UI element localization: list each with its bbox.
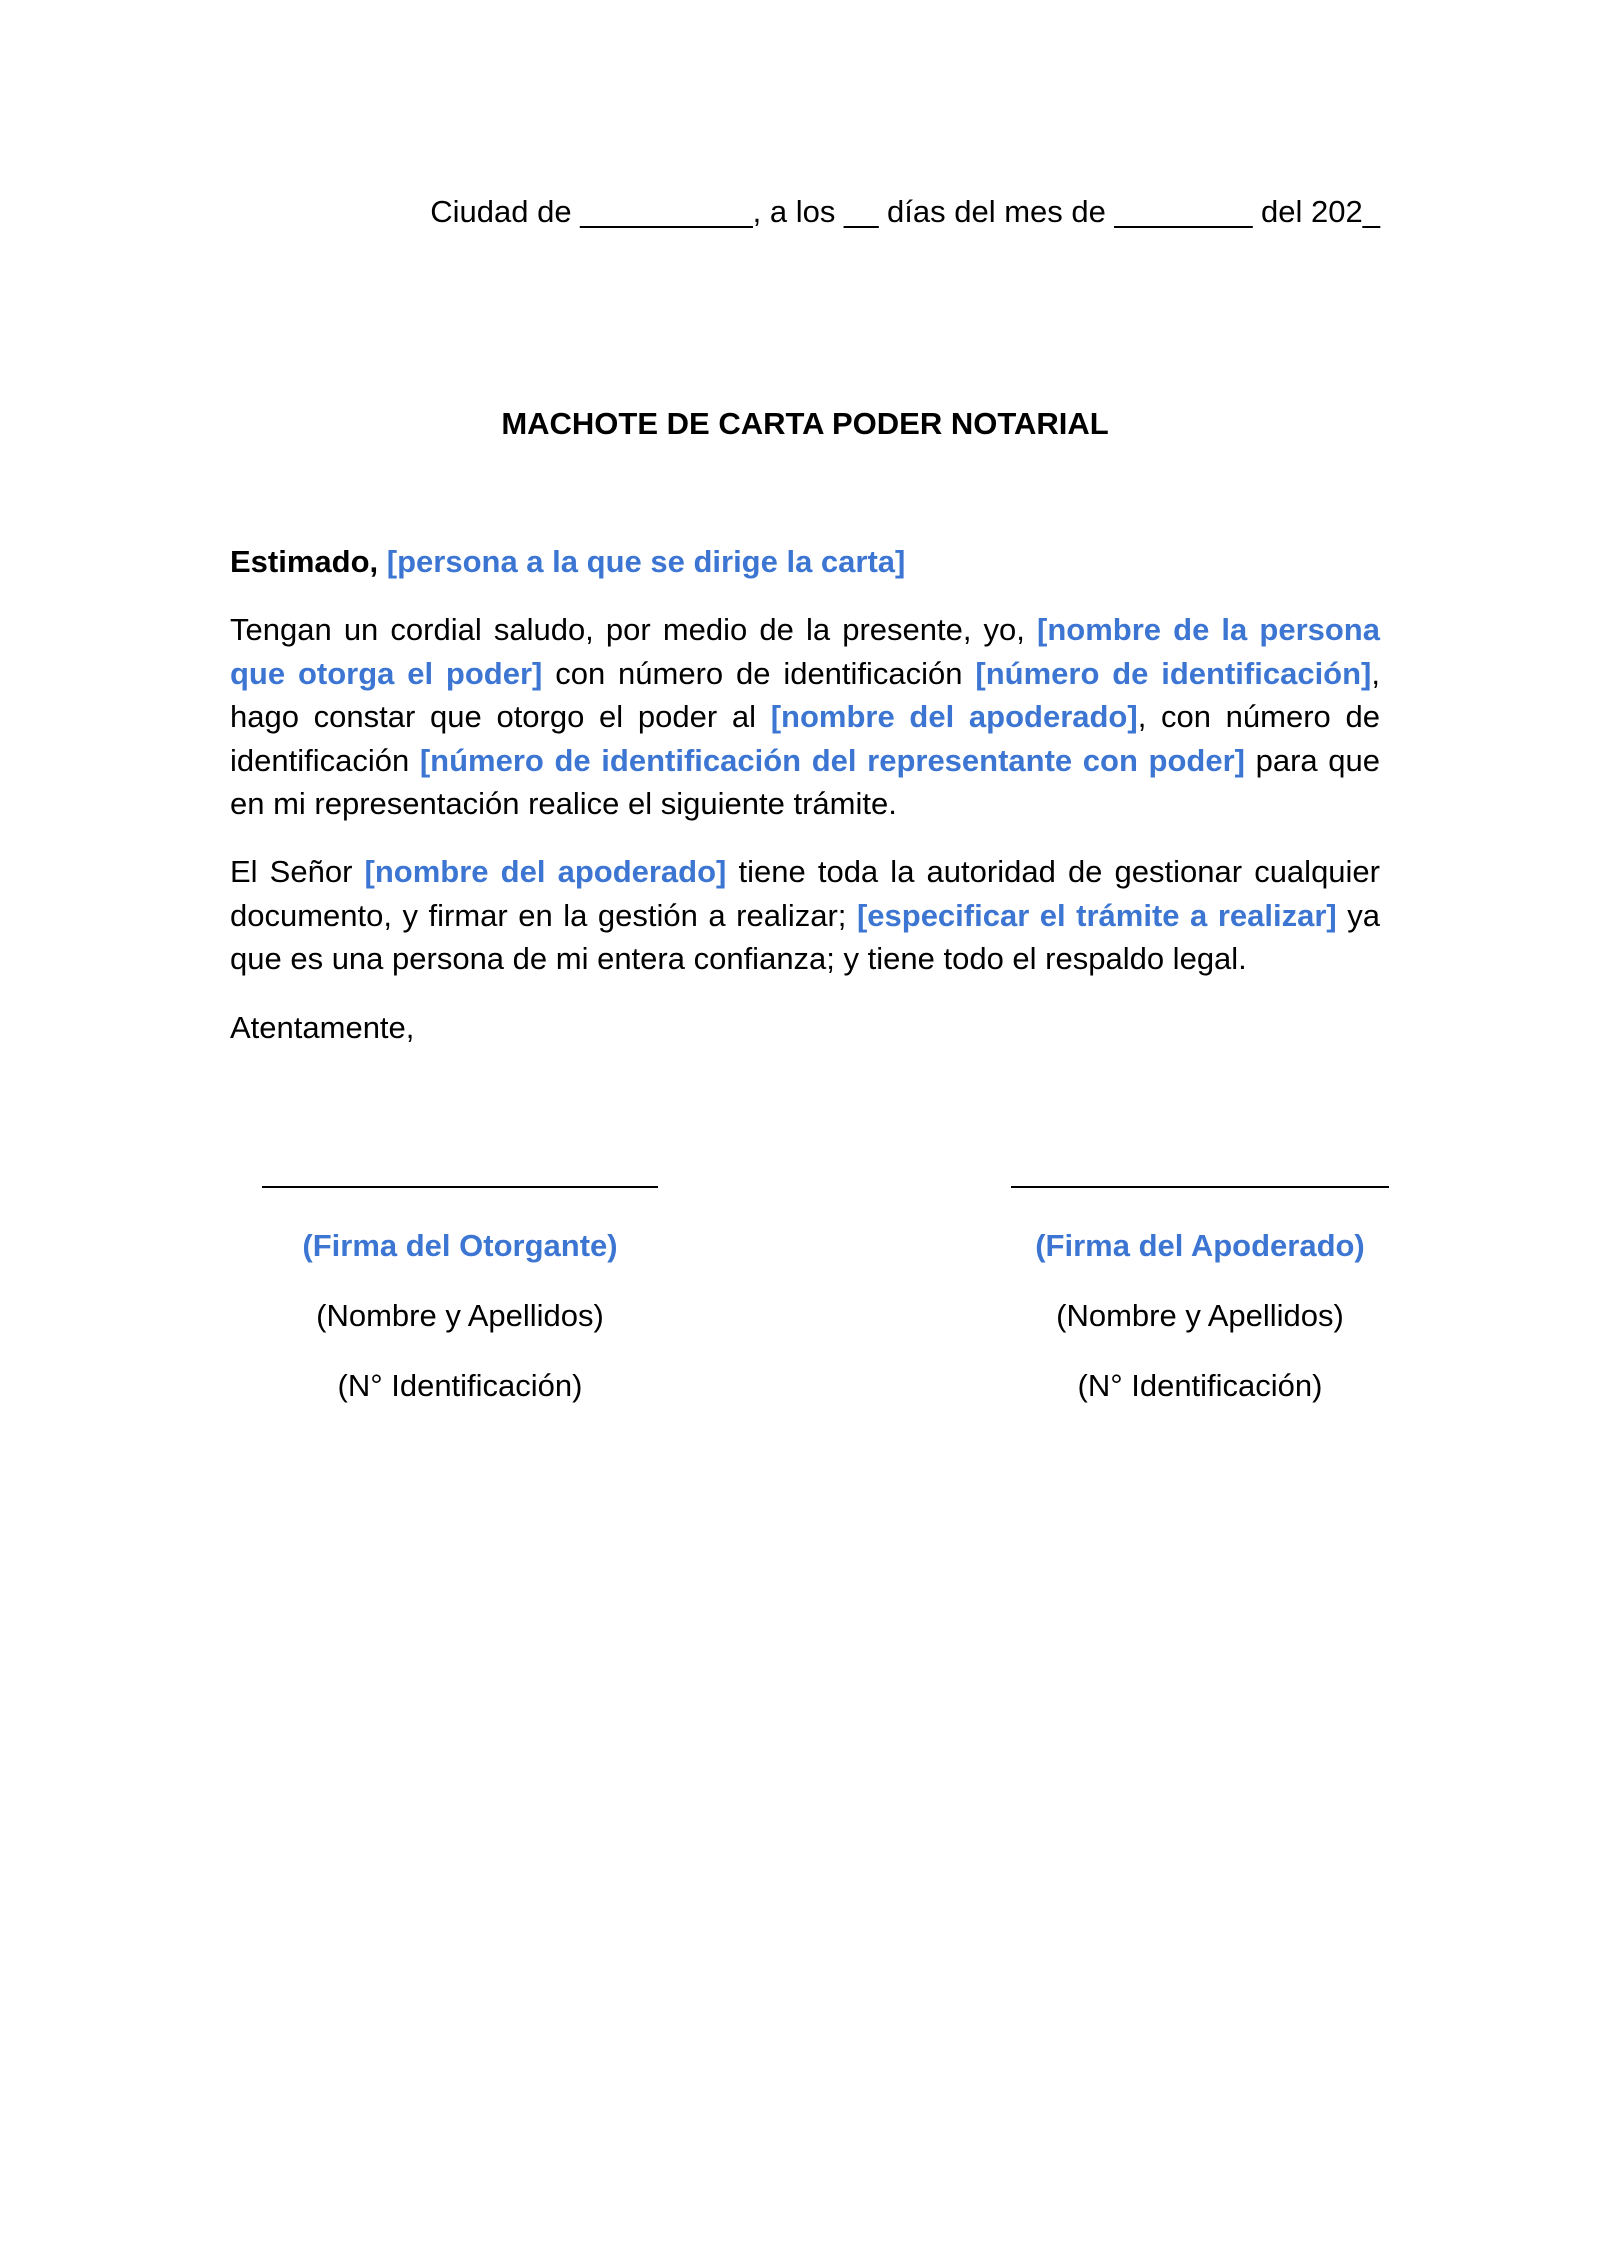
closing: Atentamente, (230, 1010, 415, 1045)
document-title: MACHOTE DE CARTA PODER NOTARIAL (501, 406, 1109, 441)
attorney-name-placeholder: [nombre del apoderado] (364, 854, 727, 889)
paragraph-text: con número de identificación (542, 655, 976, 691)
paragraph-text: Tengan un cordial saludo, por medio de la presente, yo, (230, 612, 1038, 647)
salutation (230, 540, 1380, 584)
signature-role: (Firma del Apoderado) (1035, 1228, 1365, 1263)
date-line: Ciudad de __________, a los __ días del mes de ________ del 202_ (430, 194, 1380, 229)
procedure-placeholder: [especificar el trámite a realizar] (856, 897, 1337, 933)
paragraph-text: para que en mi representación realice el siguiente trámite. (230, 742, 1380, 821)
attorney-name-placeholder: [nombre del apoderado] (770, 699, 1138, 734)
signature-role: (Firma del Otorgante) (302, 1228, 618, 1263)
paragraph-text: tiene toda la autoridad de gestionar cualquier documento, y firmar en la gestión a realizar; (230, 854, 1380, 933)
paragraph-text: ya que es una persona de mi entera confianza; y tiene todo el respaldo legal. (230, 897, 1380, 976)
recipient-placeholder: [persona a la que se dirige la carta] (386, 544, 906, 579)
salutation-lead: Estimado, (230, 544, 379, 579)
signature-name: (Nombre y Apellidos) (1056, 1298, 1344, 1333)
paragraph-authority (230, 850, 1380, 981)
signature-block-grantor (250, 1160, 670, 1408)
signature-id: (N° Identificación) (1077, 1368, 1323, 1403)
signature-block-attorney (990, 1160, 1410, 1408)
signature-name: (Nombre y Apellidos) (316, 1298, 604, 1333)
grantor-name-placeholder: [nombre de la persona que otorga el poder] (230, 612, 1380, 691)
attorney-id-placeholder: [número de identificación del representante con poder] (419, 742, 1245, 778)
paragraph-text: El Señor (230, 854, 365, 889)
paragraph-text: , hago constar que otorgo el poder al (230, 655, 1381, 734)
paragraph-text: , con número de identificación (230, 699, 1380, 778)
signature-id: (N° Identificación) (337, 1368, 583, 1403)
signature-line (262, 1186, 658, 1188)
paragraph-grant (230, 608, 1380, 826)
grantor-id-placeholder: [número de identificación] (975, 655, 1372, 691)
signature-line (1011, 1186, 1389, 1188)
